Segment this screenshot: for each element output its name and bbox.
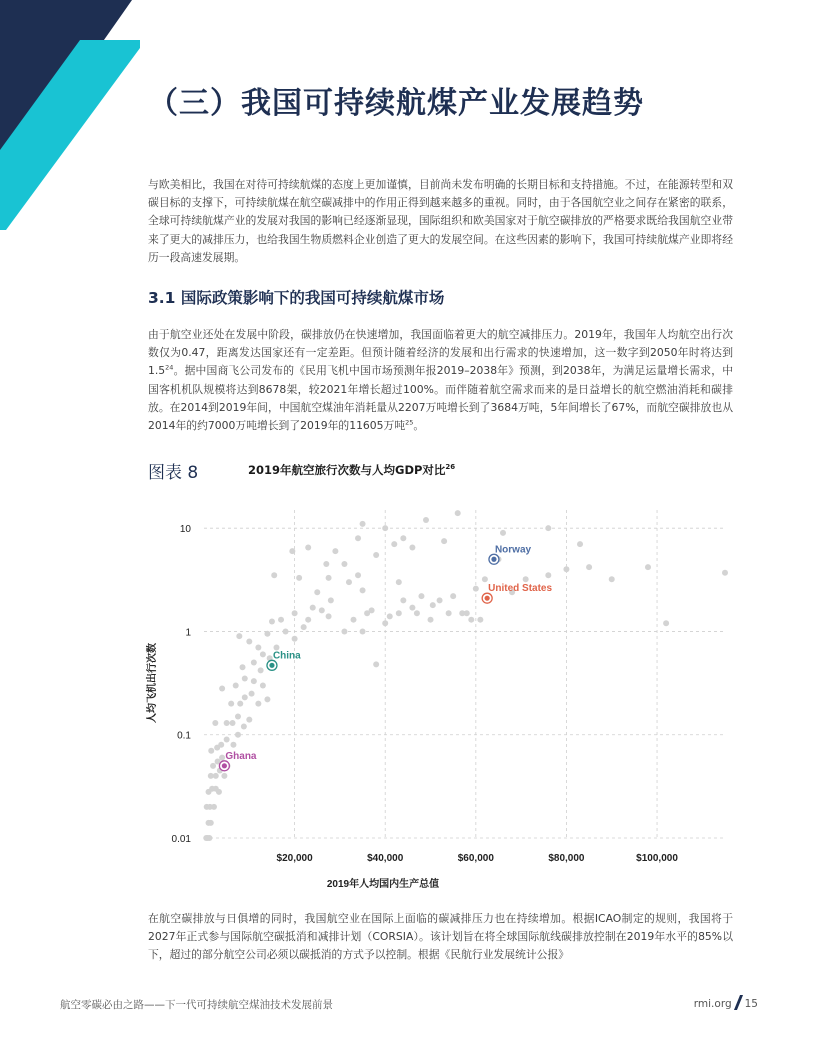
data-point: [242, 676, 248, 682]
data-point: [305, 617, 311, 623]
data-point: [326, 613, 332, 619]
data-point: [360, 587, 366, 593]
data-point: [473, 586, 479, 592]
y-tick-label: 1: [185, 627, 191, 639]
data-point: [373, 552, 379, 558]
data-point: [278, 617, 284, 623]
highlight-point: [491, 557, 496, 562]
data-point: [663, 620, 669, 626]
data-point: [400, 597, 406, 603]
data-point: [237, 701, 243, 707]
data-point: [305, 545, 311, 551]
x-tick-label: $40,000: [367, 853, 404, 864]
data-point: [450, 593, 456, 599]
page-heading: （三）我国可持续航煤产业发展趋势: [148, 86, 644, 121]
data-point: [722, 570, 728, 576]
data-point: [382, 620, 388, 626]
figure-label: 图表 8: [148, 463, 199, 483]
data-point: [428, 617, 434, 623]
x-axis-label: 2019年人均国内生产总值: [326, 879, 440, 890]
figure-title: 2019年航空旅行次数与人均GDP对比$^{26}$: [248, 463, 456, 477]
page-number: 15: [744, 998, 758, 1010]
data-point: [292, 636, 298, 642]
highlight-label: Ghana: [225, 750, 257, 762]
section-heading: 3.1 国际政策影响下的我国可持续航煤市场: [148, 289, 445, 307]
data-point: [235, 732, 241, 738]
data-point: [400, 535, 406, 541]
data-point: [219, 755, 225, 761]
data-point: [477, 617, 483, 623]
data-point: [255, 644, 261, 650]
chart-grid: [204, 510, 725, 838]
x-tick-label: $20,000: [276, 853, 313, 864]
data-point: [346, 579, 352, 585]
data-point: [258, 667, 264, 673]
data-point: [464, 610, 470, 616]
data-point: [418, 593, 424, 599]
data-point: [246, 717, 252, 723]
data-point: [246, 638, 252, 644]
data-point: [328, 597, 334, 603]
data-point: [319, 607, 325, 613]
highlight-point: [485, 596, 490, 601]
footnote-ref: 25: [405, 418, 414, 427]
data-point: [211, 804, 217, 810]
data-point: [391, 541, 397, 547]
data-point: [260, 682, 266, 688]
data-point: [230, 720, 236, 726]
data-point: [212, 720, 218, 726]
data-point: [249, 691, 255, 697]
data-point: [233, 682, 239, 688]
data-point: [341, 628, 347, 634]
data-point: [577, 541, 583, 547]
data-point: [208, 820, 214, 826]
data-point: [645, 564, 651, 570]
data-point: [210, 763, 216, 769]
data-point: [586, 564, 592, 570]
data-point: [441, 538, 447, 544]
data-point: [500, 530, 506, 536]
data-point: [264, 696, 270, 702]
footer-site[interactable]: rmi.org: [693, 998, 732, 1010]
data-point: [382, 525, 388, 531]
highlight-point: [269, 663, 274, 668]
data-point: [251, 678, 257, 684]
x-tick-label: $60,000: [457, 853, 494, 864]
data-point: [482, 576, 488, 582]
data-point: [241, 724, 247, 730]
intro-paragraph: 与欧美相比，我国在对待可持续航煤的态度上更加谨慎，目前尚未发布明确的长期目标和支持措施。不过，在能源转型和双碳目标的支撑下，可持续航煤在航空碳减排中的作用正得到越来越多的重视。同时，由于各国航空业之间存在紧密的联系，全球可持续航煤产业的发展对我国的影响已经逐渐显现，国际组织和欧美国家对于航空碳排放的严格要求既给我国航空业带来了更大的减排压力，也给我国生物质燃料企业创造了更大的发展空间。在这些因素的影响下，我国可持续航煤产业即将经历一段高速发展期。: [148, 178, 733, 264]
data-point: [224, 720, 230, 726]
data-point: [242, 694, 248, 700]
footer-title: 航空零碳必由之路——下一代可持续航空煤油技术发展前景: [60, 999, 333, 1011]
section-paragraph: 由于航空业还处在发展中阶段，碳排放仍在快速增加，我国面临着更大的航空减排压力。2019年，我国年人均航空出行次数仅为0.47，距离发达国家还有一定差距。但预计随着经济的发展和出行需求的快速增加，这一数字到2050年时将达到$1.5^{24}$。据中国商飞公司发布的《民用飞机中国市场预测年报2019–2038年》预测，到2038年，为满足运量增长需求，中国客机机队规模将达到8678架，较2021年增长超过100%。而伴随着航空需求而来的是日益增长的航空燃油消耗和碳排放。在2014到2019年间，中国航空煤油年消耗量从2207万吨增长到了3684万吨，5年间增长了67%，而航空碳排放也从2014年的约7000万吨增长到了2019年的11605万吨$^{25}$。: [148, 328, 733, 433]
data-point: [355, 572, 361, 578]
data-point: [218, 742, 224, 748]
data-point: [609, 576, 615, 582]
closing-paragraph: 在航空碳排放与日俱增的同时，我国航空业在国际上面临的碳减排压力也在持续增加。根据ICAO制定的规则，我国将于2027年正式参与国际航空碳抵消和减排计划（CORSIA）。该计划旨在将全球国际航线碳排放控制在2019年水平的85%以下，超过的部分航空公司必须以碳抵消的方式予以控制。根据《民航行业发展统计公报》: [148, 912, 733, 962]
chart-ticks: [172, 524, 679, 864]
data-point: [271, 572, 277, 578]
footnote-ref: 24: [165, 363, 174, 372]
data-point: [296, 575, 302, 581]
data-point: [360, 628, 366, 634]
data-point: [387, 613, 393, 619]
data-point: [468, 617, 474, 623]
data-point: [332, 548, 338, 554]
data-point: [251, 660, 257, 666]
data-point: [224, 736, 230, 742]
data-point: [310, 605, 316, 611]
data-point: [219, 686, 225, 692]
data-point: [545, 572, 551, 578]
data-point: [292, 610, 298, 616]
data-point: [355, 535, 361, 541]
data-point: [523, 576, 529, 582]
data-point: [423, 517, 429, 523]
figure-footnote-ref: 26: [445, 463, 456, 472]
data-point: [221, 773, 227, 779]
slash-divider: [734, 995, 743, 1010]
data-point: [545, 525, 551, 531]
data-point: [323, 561, 329, 567]
data-point: [213, 773, 219, 779]
data-point: [301, 624, 307, 630]
data-point: [446, 610, 452, 616]
data-point: [414, 610, 420, 616]
data-point: [563, 566, 569, 572]
data-point: [369, 607, 375, 613]
data-point: [255, 701, 261, 707]
data-point: [230, 742, 236, 748]
data-point: [396, 579, 402, 585]
data-point: [235, 714, 241, 720]
x-tick-label: $80,000: [548, 853, 585, 864]
data-point: [396, 610, 402, 616]
y-tick-label: 0.01: [171, 834, 191, 845]
data-point: [236, 633, 242, 639]
data-point: [409, 605, 415, 611]
data-point: [260, 651, 266, 657]
highlight-label: United States: [488, 583, 553, 595]
scatter-chart: [140, 495, 740, 895]
data-point: [360, 521, 366, 527]
highlight-point: [222, 763, 227, 768]
x-tick-label: $100,000: [636, 853, 678, 864]
y-tick-label: 0.1: [177, 730, 191, 742]
data-point: [208, 748, 214, 754]
data-point: [351, 617, 357, 623]
footer-right: [694, 995, 758, 1010]
data-point: [269, 618, 275, 624]
data-point: [289, 548, 295, 554]
data-point: [228, 701, 234, 707]
chart-points: [203, 510, 728, 841]
data-point: [341, 561, 347, 567]
data-point: [314, 589, 320, 595]
data-point: [264, 631, 270, 637]
data-point: [430, 602, 436, 608]
data-point: [216, 789, 222, 795]
data-point: [437, 597, 443, 603]
corner-decoration: [0, 0, 140, 230]
highlight-label: Norway: [494, 544, 532, 556]
data-point: [326, 575, 332, 581]
highlight-label: China: [272, 650, 301, 662]
data-point: [240, 664, 246, 670]
data-point: [455, 510, 461, 516]
y-tick-label: 10: [179, 524, 191, 536]
data-point: [206, 835, 212, 841]
y-axis-label: 人均飞机出行次数: [147, 643, 158, 723]
data-point: [283, 628, 289, 634]
data-point: [409, 545, 415, 551]
data-point: [373, 661, 379, 667]
